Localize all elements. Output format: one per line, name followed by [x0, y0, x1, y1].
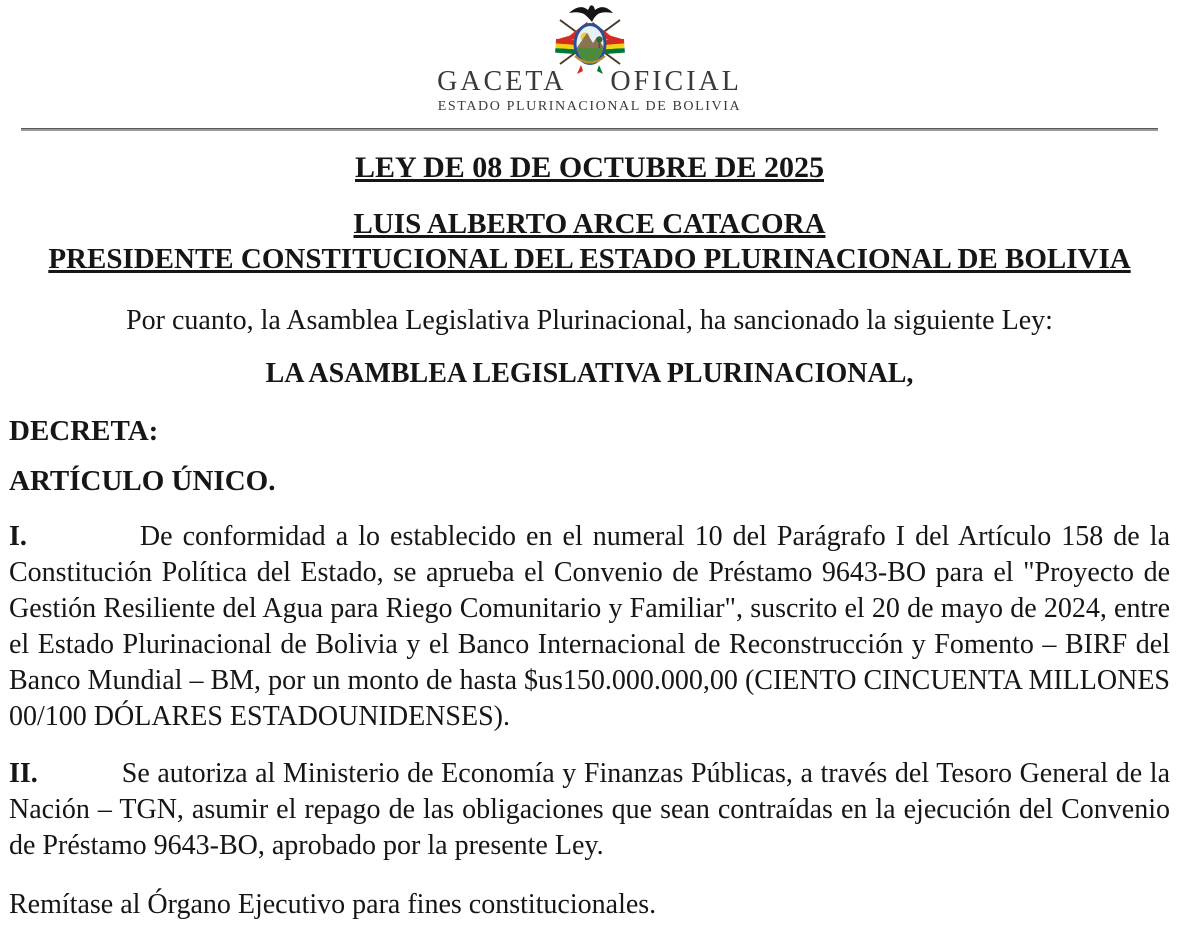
masthead-title [0, 66, 1179, 98]
president-name: LUIS ALBERTO ARCE CATACORA [353, 208, 826, 240]
masthead [0, 0, 1179, 128]
article-heading: ARTÍCULO ÚNICO. [9, 465, 276, 497]
clause-I-tab [27, 544, 140, 545]
clause-I [9, 519, 1170, 735]
masthead-subtitle: ESTADO PLURINACIONAL DE BOLIVIA [437, 99, 742, 114]
clause-II-text: Se autoriza al Ministerio de Economía y Finanzas Públicas, a través del Tesoro General de la Nación – TGN, asumir el repago de las obligaciones que sean contraídas en la ejecución del Convenio de Préstamo 9643-BO, aprobado por la presente Ley. [9, 758, 1170, 861]
law-title-text: LEY DE 08 DE OCTUBRE DE 2025 [355, 151, 824, 184]
clause-II-tab [38, 781, 122, 782]
preamble-text: Por cuanto, la Asamblea Legislativa Plurinacional, ha sancionado la siguiente Ley: [126, 305, 1053, 336]
clause-I-numeral: I. [9, 521, 27, 552]
decree-label: DECRETA: [9, 415, 159, 447]
masthead-word-gaceta: GACETA [437, 66, 567, 97]
president-block [0, 207, 1179, 277]
header-separator-rule [21, 128, 1158, 131]
assembly-heading: LA ASAMBLEA LEGISLATIVA PLURINACIONAL, [265, 358, 914, 389]
clause-I-text: De conformidad a lo establecido en el numeral 10 del Parágrafo I del Artículo 158 de la Constitución Política del Estado, se aprueba el Convenio de Préstamo 9643-BO para el "Proyecto de Gestión Resiliente del Agua para Riego Comunitario y Familiar", suscrito el 20 de mayo de 2024, entre el Estado Plurinacional de Bolivia y el Banco Internacional de Reconstrucción y Fomento – BIRF del Banco Mundial – BM, por un monto de hasta $us150.000.000,00 (CIENTO CINCUENTA MILLONES 00/100 DÓLARES ESTADOUNIDENSES). [9, 521, 1170, 732]
masthead-word-oficial: OFICIAL [610, 66, 742, 97]
clause-II [9, 756, 1170, 864]
law-title [0, 151, 1179, 185]
clause-II-numeral: II. [9, 758, 38, 789]
closing-text: Remítase al Órgano Ejecutivo para fines constitucionales. [9, 889, 657, 920]
president-title: PRESIDENTE CONSTITUCIONAL DEL ESTADO PLURINACIONAL DE BOLIVIA [48, 243, 1131, 275]
